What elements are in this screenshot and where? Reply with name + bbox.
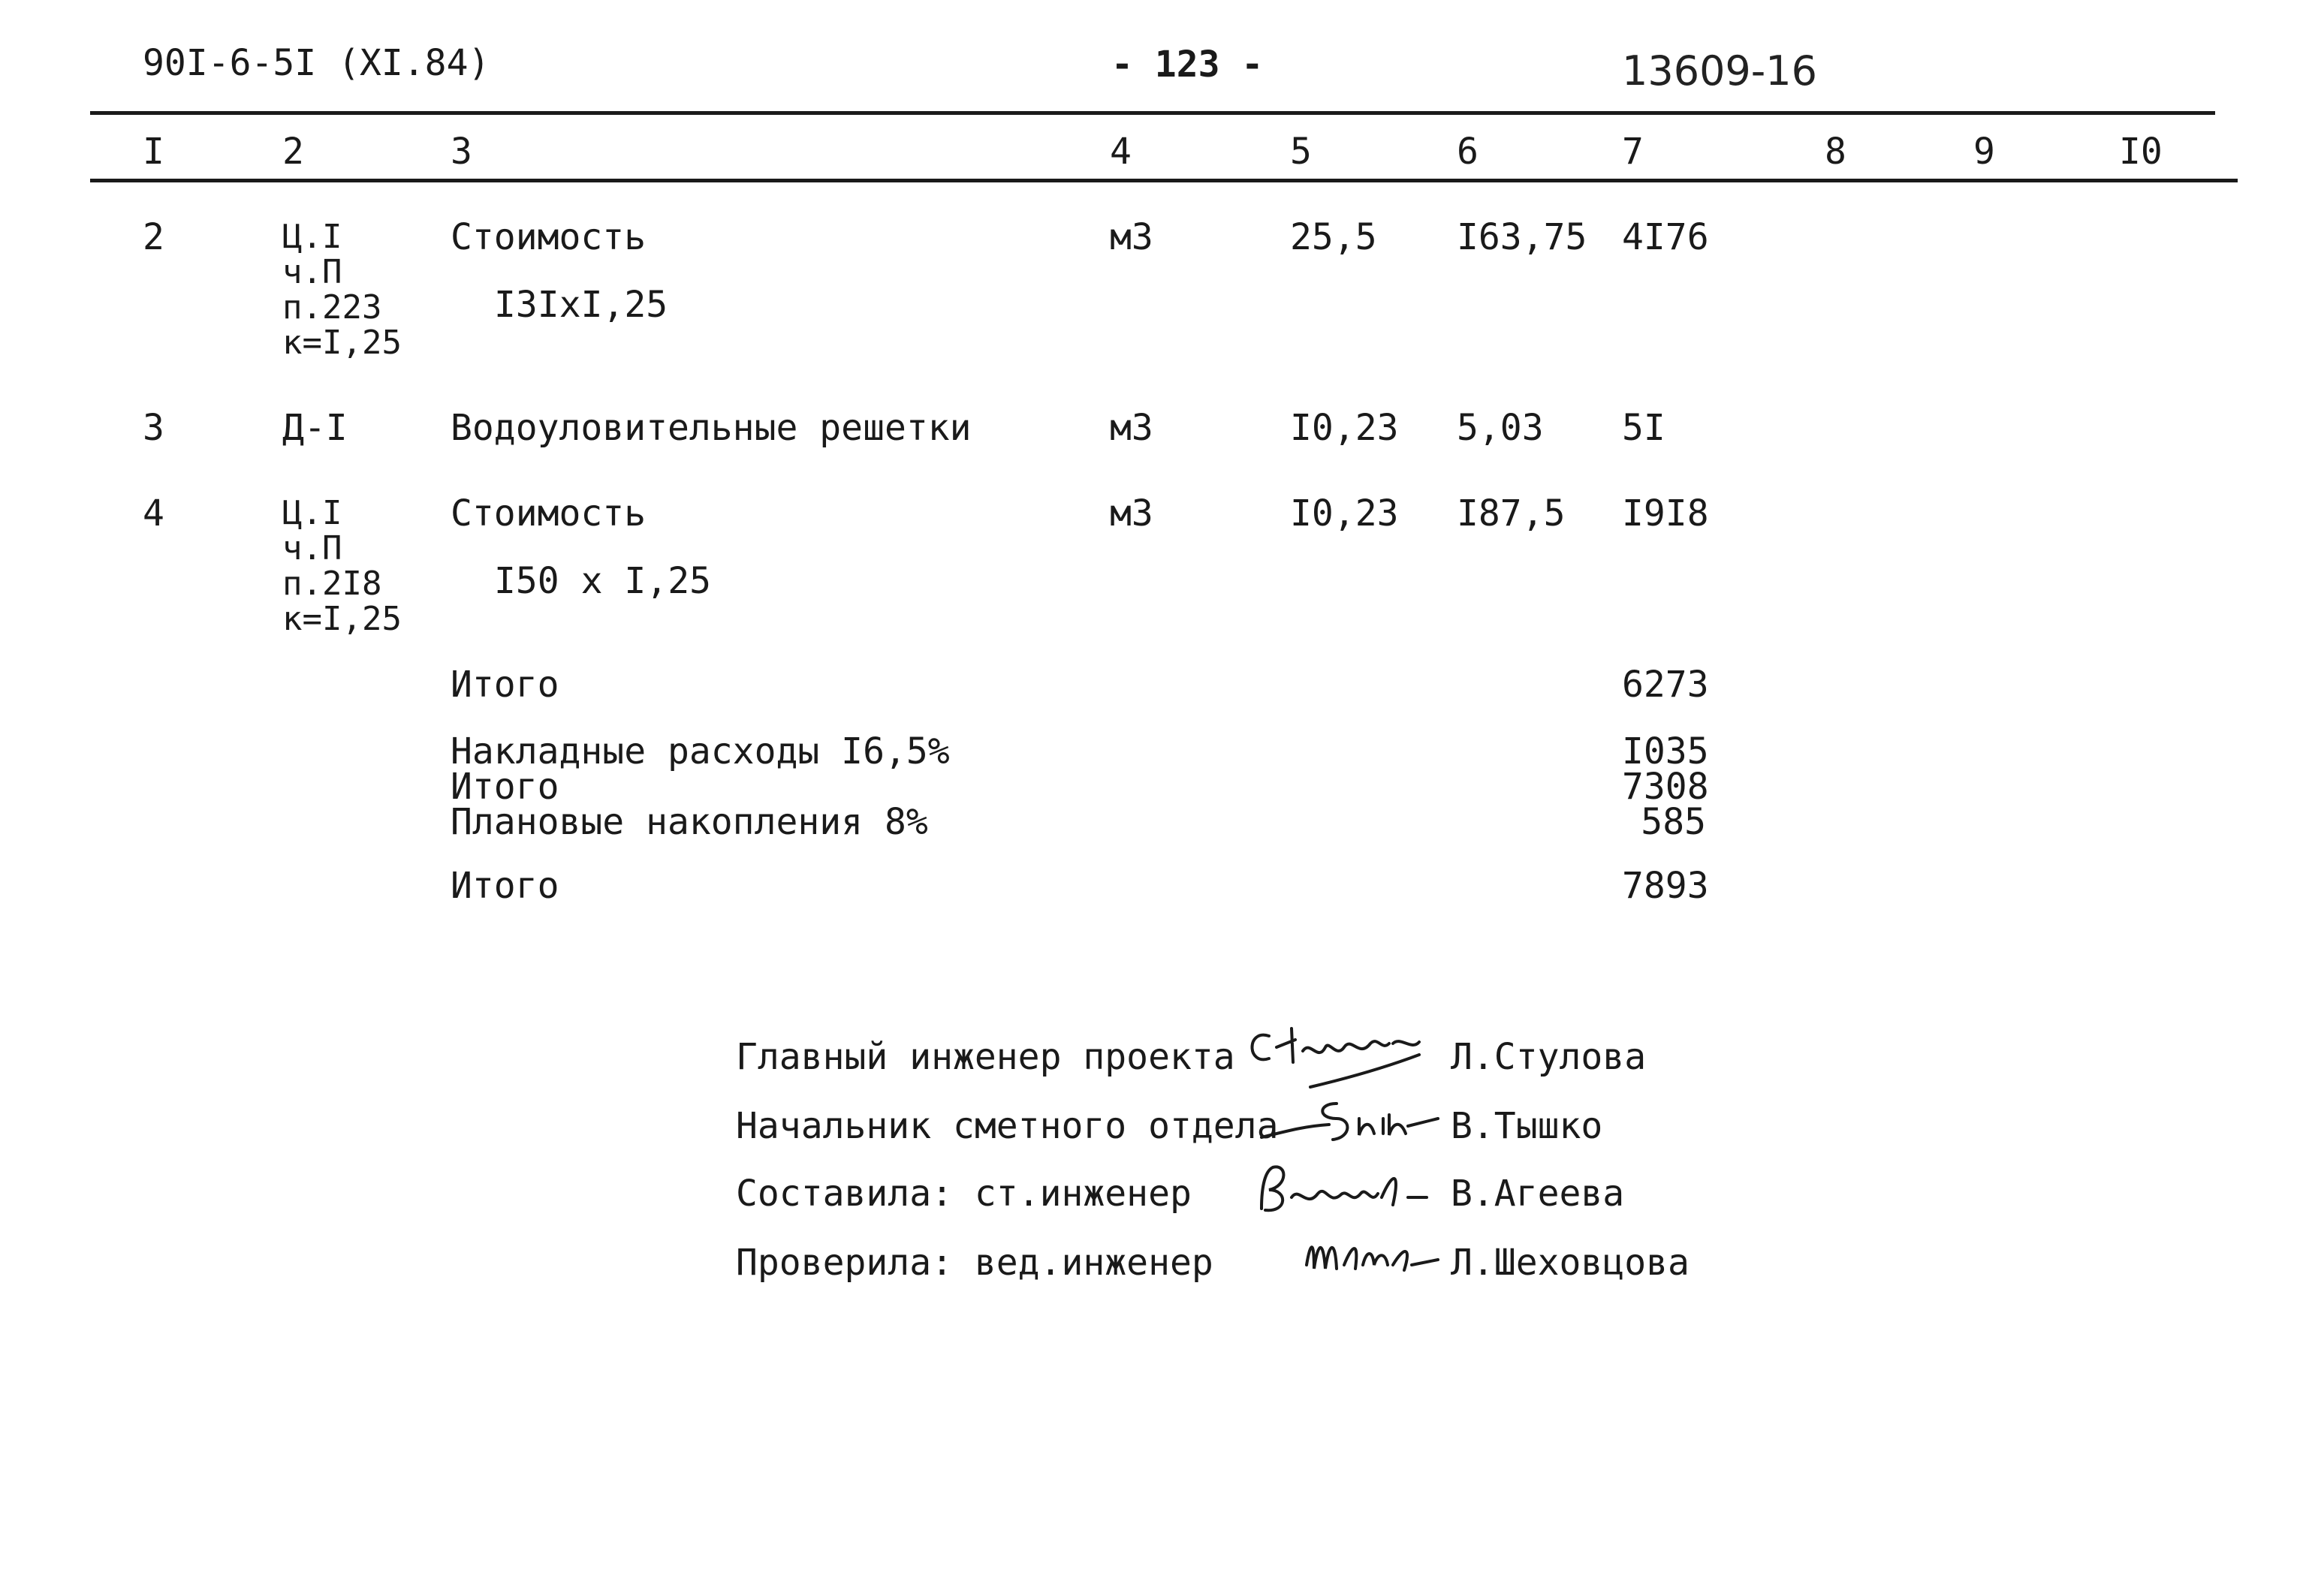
planned-savings-value: 585	[1641, 801, 1706, 843]
handwritten-signature	[1292, 1224, 1449, 1291]
column-header-2: 2	[282, 131, 304, 173]
basis-line: Ц.I	[282, 218, 342, 256]
column-header-10: I0	[2119, 131, 2163, 173]
basis-line: Ц.I	[282, 494, 342, 532]
overhead-value: I035	[1622, 730, 1709, 772]
column-header-1: I	[143, 131, 164, 173]
header-bottom-rule	[90, 179, 2238, 182]
handwritten-signature	[1239, 1006, 1457, 1096]
overhead-block-values	[1622, 730, 1709, 843]
row-total: I9I8	[1622, 492, 1709, 535]
row-total: 4I76	[1622, 216, 1709, 258]
column-header-4: 4	[1110, 131, 1132, 173]
subtotal-value: 6273	[1622, 664, 1709, 706]
row-unit: м3	[1110, 216, 1153, 258]
row-total: 5I	[1622, 407, 1665, 449]
column-header-3: 3	[451, 131, 472, 173]
row-name: Стоимость	[451, 216, 647, 258]
row-quantity: 25,5	[1290, 216, 1377, 258]
signer-role: Главный инженер проекта	[736, 1036, 1235, 1078]
row-number: 4	[143, 492, 164, 535]
row-formula: I3IxI,25	[494, 284, 668, 326]
row-unit-price: I87,5	[1457, 492, 1566, 535]
handwritten-signature	[1246, 1156, 1434, 1224]
signer-name: В.Тышко	[1451, 1105, 1603, 1147]
planned-savings-label: Плановые накопления 8%	[451, 801, 928, 843]
basis-line: п.223	[282, 288, 382, 327]
row-number: 2	[143, 216, 164, 258]
signer-role: Проверила: вед.инженер	[736, 1242, 1213, 1284]
row-formula: I50 x I,25	[494, 560, 711, 602]
signer-role: Начальник сметного отдела	[736, 1105, 1279, 1147]
signer-name: В.Агеева	[1451, 1173, 1625, 1215]
row-unit-price: I63,75	[1457, 216, 1587, 258]
row-number: 3	[143, 407, 164, 449]
page-number: - 123 -	[1111, 44, 1264, 86]
row-quantity: I0,23	[1290, 492, 1399, 535]
basis-line: ч.П	[282, 253, 342, 291]
row-unit: м3	[1110, 407, 1153, 449]
column-header-7: 7	[1622, 131, 1644, 173]
row-basis	[282, 495, 402, 637]
document-code: 90I-6-5I (XI.84)	[143, 42, 490, 84]
handwritten-signature	[1246, 1089, 1449, 1156]
column-header-8: 8	[1825, 131, 1846, 173]
row-basis	[282, 219, 402, 360]
archive-number: 13609-16	[1622, 47, 1817, 95]
signer-role: Составила: ст.инженер	[736, 1173, 1192, 1215]
signer-name: Л.Стулова	[1451, 1036, 1647, 1078]
grand-total-label: Итого	[451, 865, 559, 907]
row-quantity: I0,23	[1290, 407, 1399, 449]
grand-total-value: 7893	[1622, 865, 1709, 907]
basis-line: к=I,25	[282, 600, 402, 638]
subtotal-2-value: 7308	[1622, 766, 1709, 808]
signer-name: Л.Шеховцова	[1451, 1242, 1690, 1284]
overhead-label: Накладные расходы I6,5%	[451, 730, 950, 772]
row-unit: м3	[1110, 492, 1153, 535]
row-basis: Д-I	[282, 407, 348, 449]
column-header-5: 5	[1290, 131, 1312, 173]
header-top-rule	[90, 111, 2215, 115]
row-unit-price: 5,03	[1457, 407, 1544, 449]
basis-line: ч.П	[282, 529, 342, 568]
overhead-block-labels	[451, 730, 950, 843]
basis-line: п.2I8	[282, 565, 382, 603]
column-header-9: 9	[1973, 131, 1995, 173]
row-name: Стоимость	[451, 492, 647, 535]
subtotal-2-label: Итого	[451, 766, 559, 808]
column-header-6: 6	[1457, 131, 1479, 173]
row-name: Водоуловительные решетки	[451, 407, 972, 449]
subtotal-label: Итого	[451, 664, 559, 706]
basis-line: к=I,25	[282, 324, 402, 362]
